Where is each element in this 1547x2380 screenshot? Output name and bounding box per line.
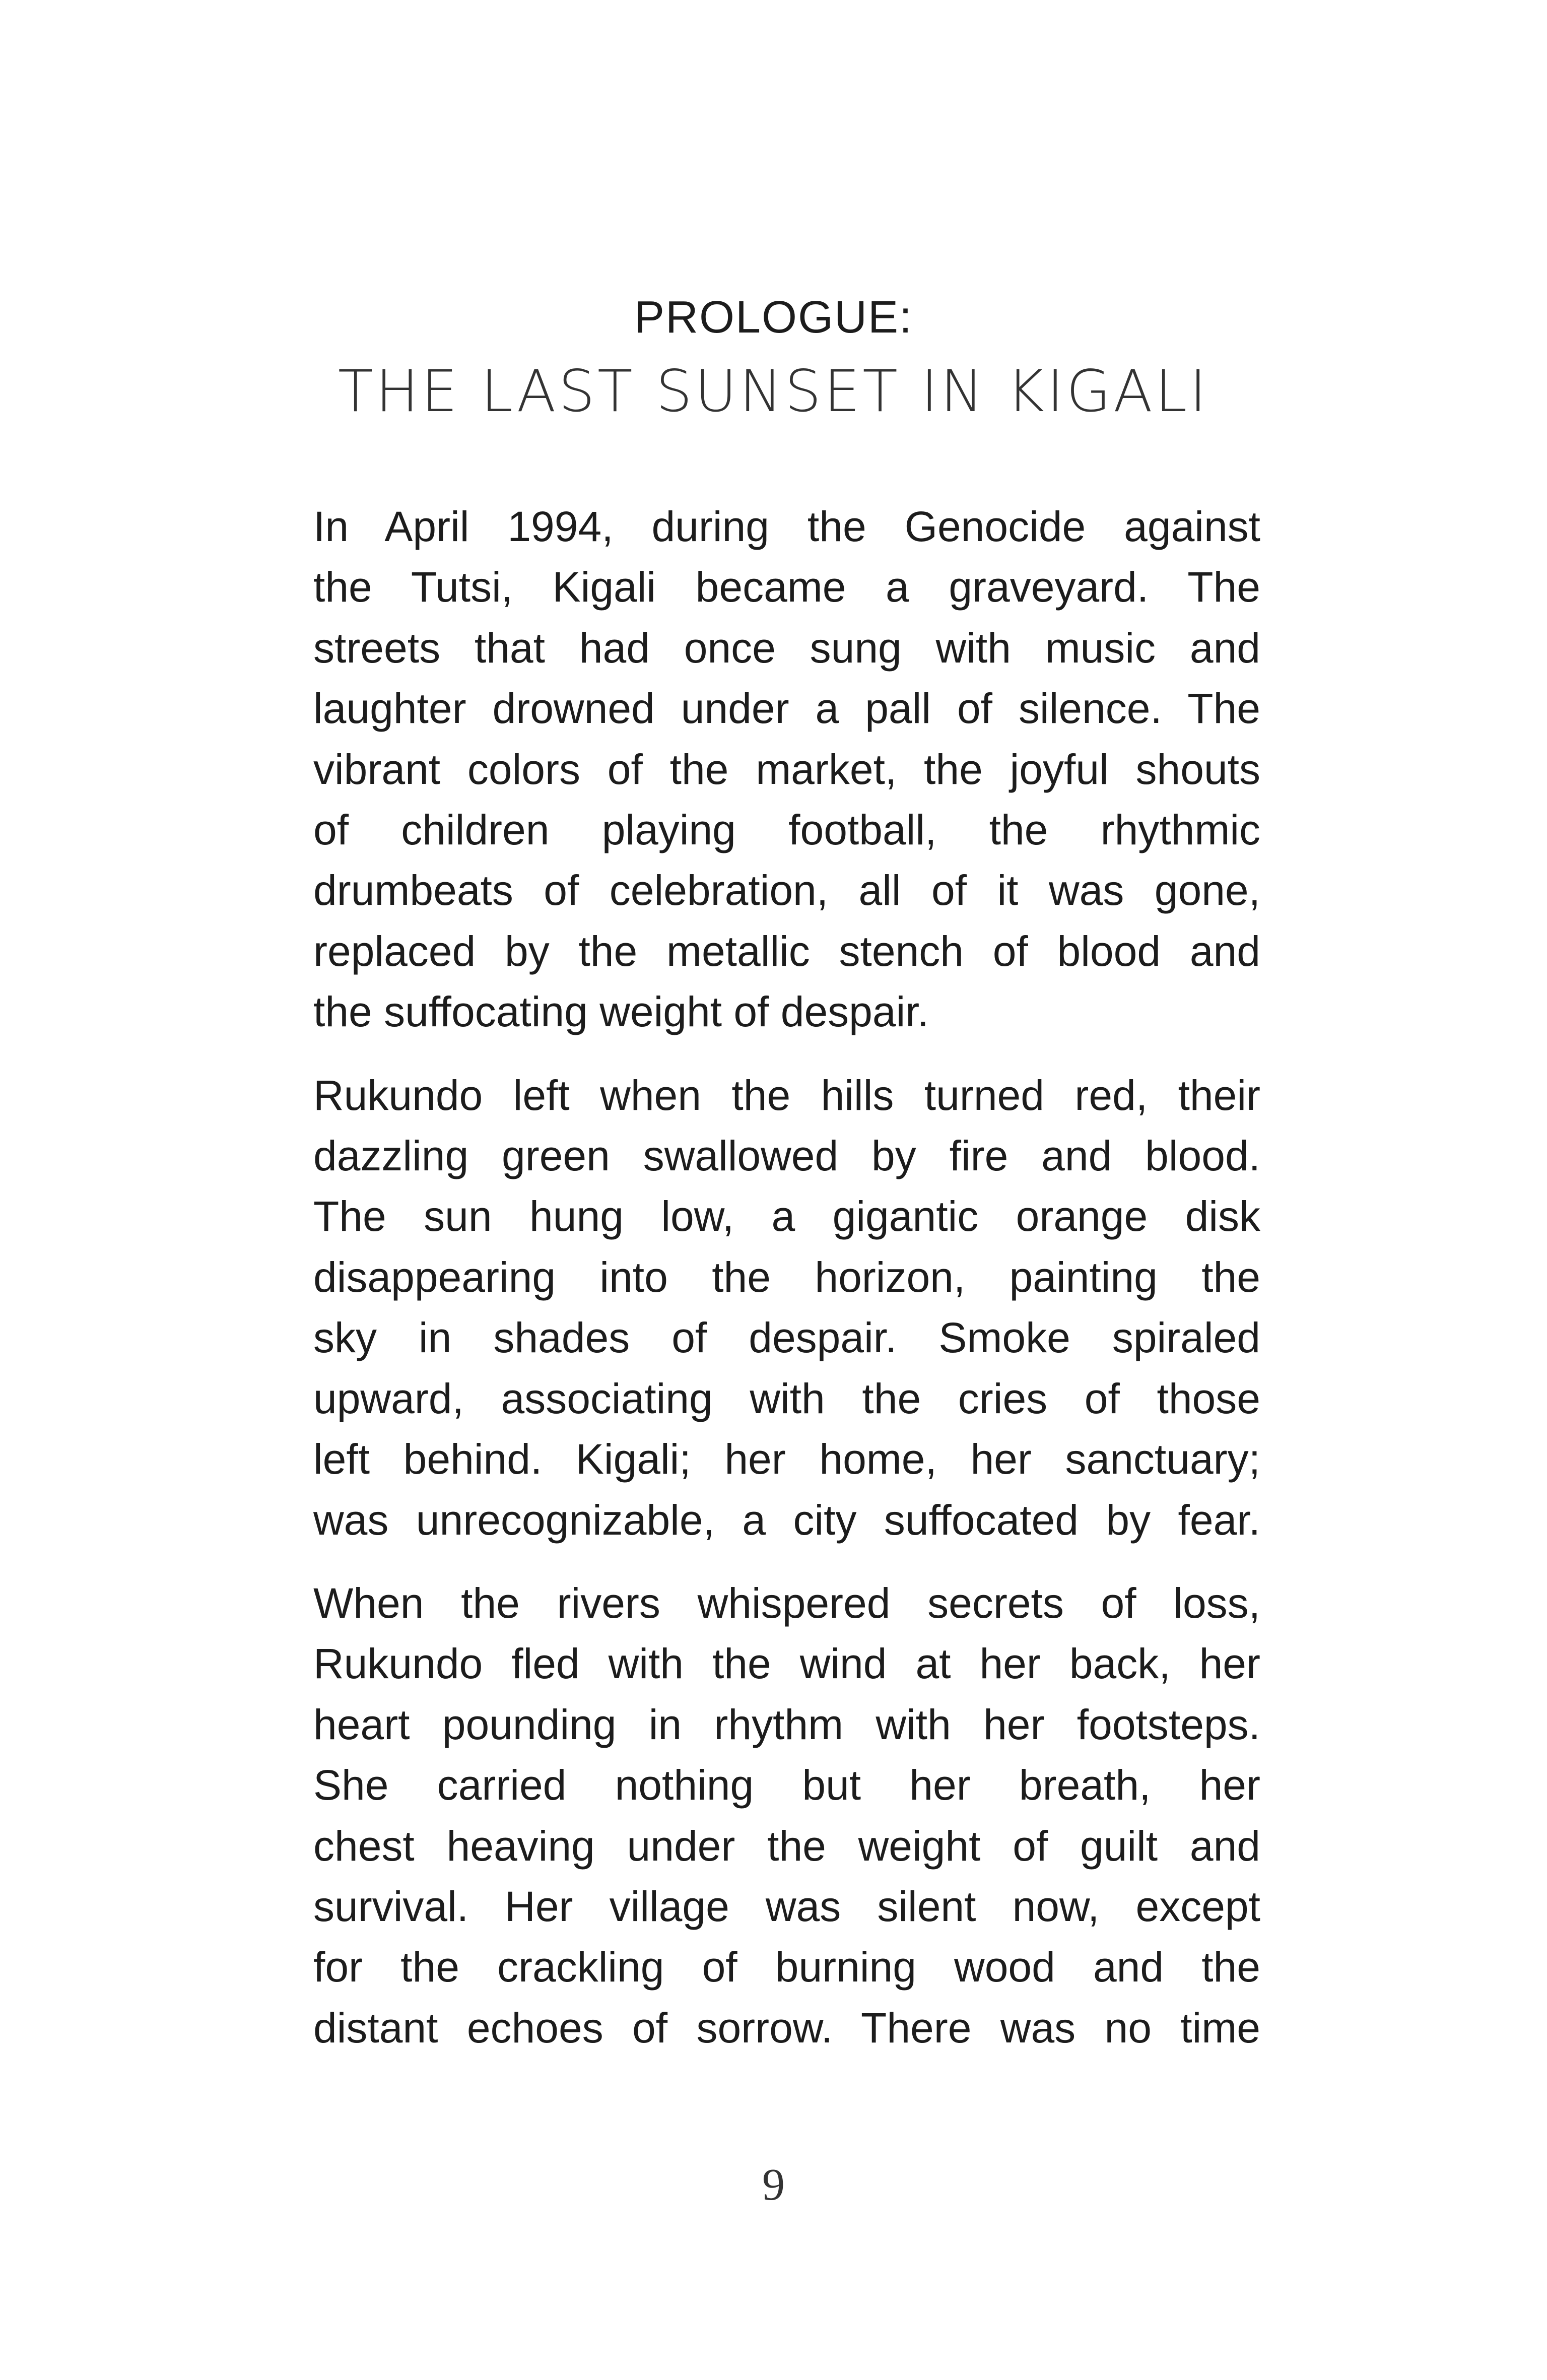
text-line: When the rivers whispered secrets of loss,	[313, 1579, 1260, 1627]
text-line: the Tutsi, Kigali became a graveyard. The	[313, 563, 1260, 611]
text-line: chest heaving under the weight of guilt and	[313, 1822, 1260, 1870]
text-line: distant echoes of sorrow. There was no time	[313, 2004, 1260, 2052]
text-line: In April 1994, during the Genocide against	[313, 503, 1260, 550]
text-line: replaced by the metallic stench of blood and	[313, 927, 1260, 975]
page-number: 9	[762, 2160, 785, 2210]
text-line: disappearing into the horizon, painting the	[313, 1253, 1260, 1301]
text-line: upward, associating with the cries of those	[313, 1374, 1260, 1422]
chapter-heading	[0, 287, 1547, 429]
text-line: the suffocating weight of despair.	[313, 988, 929, 1036]
text-line: was unrecognizable, a city suffocated by fear.	[313, 1496, 1260, 1544]
chapter-title: THE LAST SUNSET IN KIGALI	[338, 358, 1209, 425]
text-line: Rukundo fled with the wind at her back, her	[313, 1640, 1260, 1688]
text-line: The sun hung low, a gigantic orange disk	[313, 1193, 1260, 1240]
paragraph-1	[313, 496, 1260, 1042]
text-line: streets that had once sung with music and	[313, 624, 1260, 672]
text-line: She carried nothing but her breath, her	[313, 1761, 1260, 1809]
text-line: vibrant colors of the market, the joyful shouts	[313, 745, 1260, 793]
text-line: of children playing football, the rhythmic	[313, 806, 1260, 854]
text-line: drumbeats of celebration, all of it was gone,	[313, 867, 1260, 914]
chapter-kicker: PROLOGUE:	[634, 292, 913, 343]
text-line: heart pounding in rhythm with her footsteps.	[313, 1700, 1260, 1748]
text-line: laughter drowned under a pall of silence. The	[313, 685, 1260, 733]
text-line: survival. Her village was silent now, except	[313, 1882, 1260, 1930]
paragraph-3	[313, 1573, 1260, 2058]
text-line: sky in shades of despair. Smoke spiraled	[313, 1314, 1260, 1362]
body-text	[313, 496, 1260, 2081]
text-line: for the crackling of burning wood and the	[313, 1943, 1260, 1991]
text-line: left behind. Kigali; her home, her sanctuary;	[313, 1435, 1260, 1483]
text-line: dazzling green swallowed by fire and blood.	[313, 1132, 1260, 1180]
paragraph-2	[313, 1065, 1260, 1550]
text-line: Rukundo left when the hills turned red, their	[313, 1071, 1260, 1119]
